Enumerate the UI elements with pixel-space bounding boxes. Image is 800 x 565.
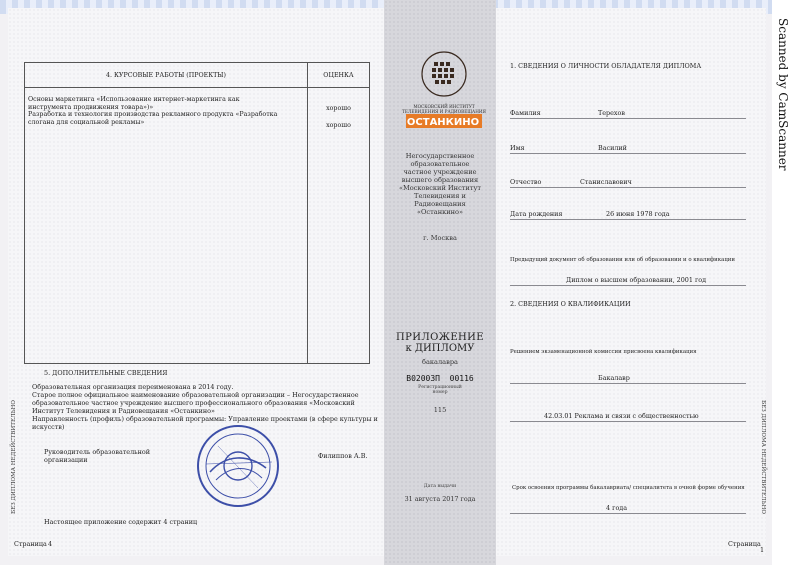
head-label-1: Руководитель образовательной: [44, 448, 150, 456]
registration-number: 115: [433, 406, 447, 414]
table-header-row: [25, 63, 370, 88]
program-underline: [510, 421, 746, 422]
birth-label: Дата рождения: [510, 210, 563, 218]
org-line-5: «Московский Институт: [398, 184, 481, 192]
head-label-2: организации: [44, 456, 88, 464]
degree-level: бакалавра: [422, 358, 458, 366]
round-seal-stamp: [196, 424, 280, 508]
left-page-label: Страница: [14, 540, 47, 548]
patronymic-underline: [510, 187, 746, 188]
section-1-heading: 1. СВЕДЕНИЯ О ЛИЧНОСТИ ОБЛАДАТЕЛЯ ДИПЛОМА: [510, 62, 702, 70]
org-line-3: частное учреждение: [403, 168, 477, 176]
surname-underline: [510, 118, 746, 119]
right-page-number: 1: [760, 546, 765, 554]
prev-doc-label: Предыдущий документ об образовании или об образовании и о квалификации: [510, 257, 735, 263]
table-header-grade: ОЦЕНКА: [308, 63, 370, 88]
section-2-heading: 2. СВЕДЕНИЯ О КВАЛИФИКАЦИИ: [510, 300, 631, 308]
number-label-1: Регистрационный: [418, 385, 462, 390]
org-line-6: Телевидения и: [414, 192, 466, 200]
org-name-block: [392, 152, 488, 216]
org-line-4: высшего образования: [401, 176, 479, 184]
qualification-label: Решением экзаменационной комиссии присвоена квалификация: [510, 349, 697, 355]
name-label: Имя: [510, 144, 525, 152]
additional-line-5: Направленность (профиль) образовательной программы: Управление проектами (в сфере культуры и: [32, 415, 378, 423]
logo-caption: МОСКОВСКИЙ ИНСТИТУТ ТЕЛЕВИДЕНИЯ И РАДИОВЕЩАНИЯ: [402, 104, 486, 114]
left-side-text: БЕЗ ДИПЛОМА НЕДЕЙСТВИТЕЛЬНО: [11, 400, 17, 514]
additional-line-3: образовательное частное учреждение высшего профессионального образования «Московский: [32, 399, 355, 407]
name-value: Василий: [598, 144, 627, 152]
additional-line-1: Образовательная организация переименована в 2014 году.: [32, 383, 234, 391]
head-name: Филиппов А.В.: [318, 452, 368, 460]
right-page-label: Страница: [728, 540, 761, 548]
city: г. Москва: [423, 234, 457, 242]
program-value: 42.03.01 Реклама и связи с общественностью: [544, 412, 699, 420]
additional-heading: 5. ДОПОЛНИТЕЛЬНЫЕ СВЕДЕНИЯ: [44, 369, 168, 377]
number-label-2: номер: [432, 390, 448, 396]
appendix-title: ПРИЛОЖЕНИЕ: [396, 332, 484, 343]
scanner-watermark: Scanned by CamScanner: [776, 18, 790, 171]
coursework-title-2: Разработка и технология производства рекламного продукта «Разработка слогана для социальной рекламы»: [28, 111, 278, 126]
logo-word: ОСТАНКИНО: [406, 117, 480, 128]
sheets-text: Настоящее приложение содержит 4 страниц: [44, 518, 198, 526]
surname-label: Фамилия: [510, 109, 541, 117]
coursework-title-1: Основы маркетинга «Использование интернет-маркетинга как инструмента продвижения товара»)»: [28, 96, 240, 111]
patronymic-label: Отчество: [510, 178, 542, 186]
patronymic-value: Станиславович: [580, 178, 632, 186]
right-side-text: БЕЗ ДИПЛОМА НЕДЕЙСТВИТЕЛЬНО: [760, 400, 766, 514]
additional-line-6: искусств): [32, 423, 65, 431]
appendix-subtitle: к ДИПЛОМУ: [405, 343, 475, 354]
additional-line-4: Институт Телевидения и Радиовещания «Останкино»: [32, 407, 215, 415]
duration-value: 4 года: [606, 504, 628, 512]
org-line-7: Радиовещания: [414, 200, 466, 208]
duration-label: Срок освоения программы бакалавриата/ специалитета в очной форме обучения: [512, 485, 745, 491]
diploma-number: В02003П 00116: [406, 374, 474, 383]
coursework-table: [24, 62, 370, 364]
prev-doc-underline: [510, 285, 746, 286]
coursework-grade-1: хорошо: [326, 105, 351, 112]
issue-date: 31 августа 2017 года: [404, 495, 476, 503]
table-header-title: 4. КУРСОВЫЕ РАБОТЫ (ПРОЕКТЫ): [25, 63, 308, 88]
qualification-underline: [510, 383, 746, 384]
number-label: [392, 385, 488, 396]
org-line-2: образовательное: [410, 160, 470, 168]
left-page-number: 4: [48, 540, 53, 548]
additional-line-2: Старое полное официальное наименование образовательной организации – Негосударственное: [32, 391, 359, 399]
qualification-value: Бакалавр: [598, 374, 630, 382]
scanner-strip: [772, 0, 800, 565]
prev-doc-value: Диплом о высшем образовании, 2001 год: [566, 276, 707, 284]
coursework-grade-2: хорошо: [326, 122, 351, 129]
duration-underline: [510, 513, 746, 514]
surname-value: Терехов: [598, 109, 625, 117]
table-row: [25, 88, 370, 136]
org-line-8: «Останкино»: [416, 208, 464, 216]
birth-underline: [510, 219, 746, 220]
issue-label: Дата выдачи: [423, 484, 457, 489]
name-underline: [510, 153, 746, 154]
org-line-1: Негосударственное: [405, 152, 475, 160]
birth-value: 26 июня 1978 года: [606, 210, 670, 218]
